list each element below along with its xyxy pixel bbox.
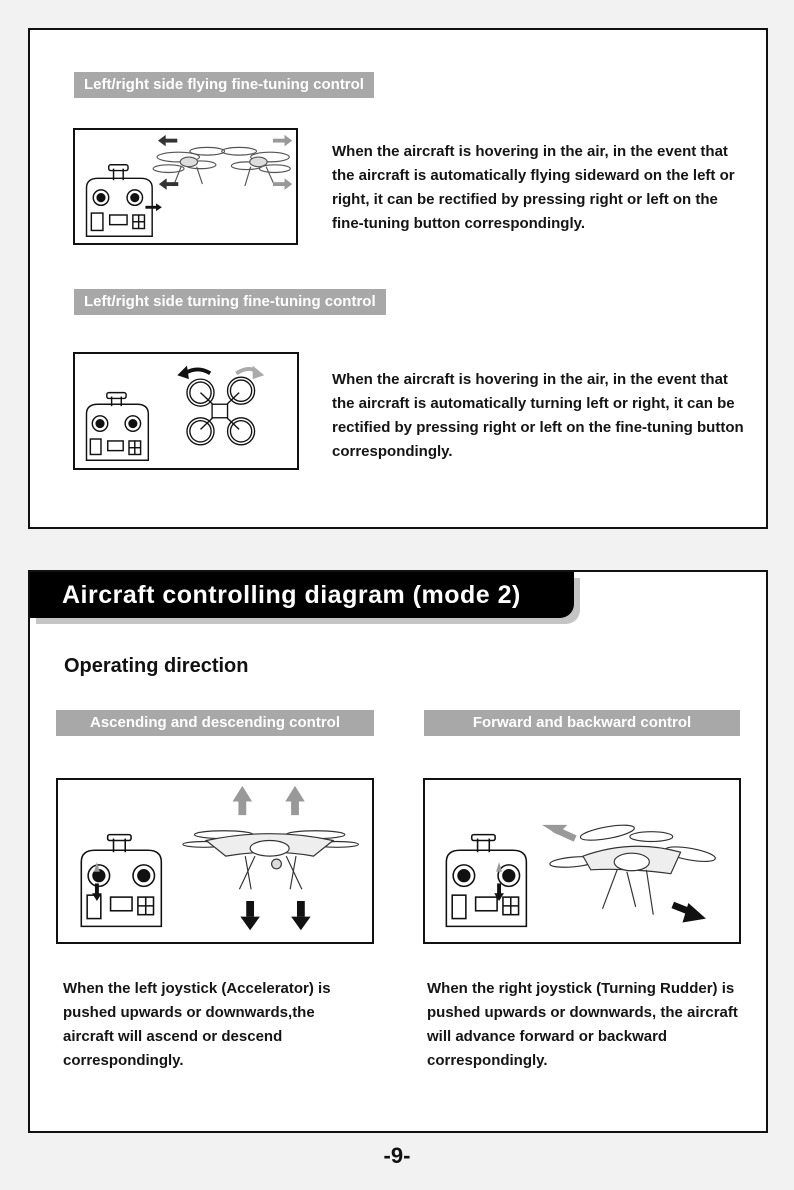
section-header-ascending: Ascending and descending control [56,710,374,736]
side-turning-illustration [75,354,297,468]
forward-figure [423,778,741,944]
side-turning-description: When the aircraft is hovering in the air, in the event that the aircraft is automatically turning left or right, it can be rectified by pressing right or left on the fine-tuning button correspondingly. [332,371,744,460]
operating-direction-title: Operating direction [64,655,249,677]
backward-arrow-icon [673,903,706,923]
down-arrow-icon [240,901,260,930]
up-arrow-icon [285,786,305,815]
forward-description: When the right joystick (Turning Rudder) is pushed upwards or downwards, the aircraft will advance forward or backward correspondingly. [427,980,738,1069]
controlling-diagram-panel [28,570,768,1133]
right-arrow-icon [273,135,292,147]
section-header-forward: Forward and backward control [424,710,740,736]
page-number: -9- [383,1143,411,1168]
remote-controller-icon [87,165,153,236]
ascending-illustration [58,780,372,942]
side-flying-illustration [75,130,296,243]
ascending-figure [56,778,374,944]
side-flying-figure [73,128,298,245]
left-arrow-icon [158,135,177,147]
side-flying-description: When the aircraft is hovering in the air, in the event that the aircraft is automatically flying sideward on the left or right, it can be rectified by pressing right or left on the fine-tuning button correspondingly. [332,143,735,232]
section-header-side-flying: Left/right side flying fine-tuning control [74,72,374,98]
right-arrow-icon [273,178,292,190]
up-arrow-icon [233,786,253,815]
fine-tuning-panel [28,28,768,529]
section-header-side-turning: Left/right side turning fine-tuning control [74,289,386,315]
ascending-description: When the left joystick (Accelerator) is pushed upwards or downwards,the aircraft will ascend or descend correspondingly. [63,980,331,1069]
rotate-left-arrow-icon [177,366,210,380]
remote-controller-icon [446,835,526,927]
side-turning-figure [73,352,299,470]
forward-illustration [425,780,739,942]
quadcopter-icon [187,377,255,445]
drone-left-icon [153,147,224,186]
remote-controller-icon [81,835,161,927]
drone-right-icon [222,147,291,186]
drone-side-icon [183,831,359,890]
banner-title: Aircraft controlling diagram (mode 2) [30,572,574,618]
banner [30,572,600,628]
down-arrow-icon [291,901,311,930]
forward-arrow-icon [542,825,575,839]
remote-controller-icon [86,393,148,461]
